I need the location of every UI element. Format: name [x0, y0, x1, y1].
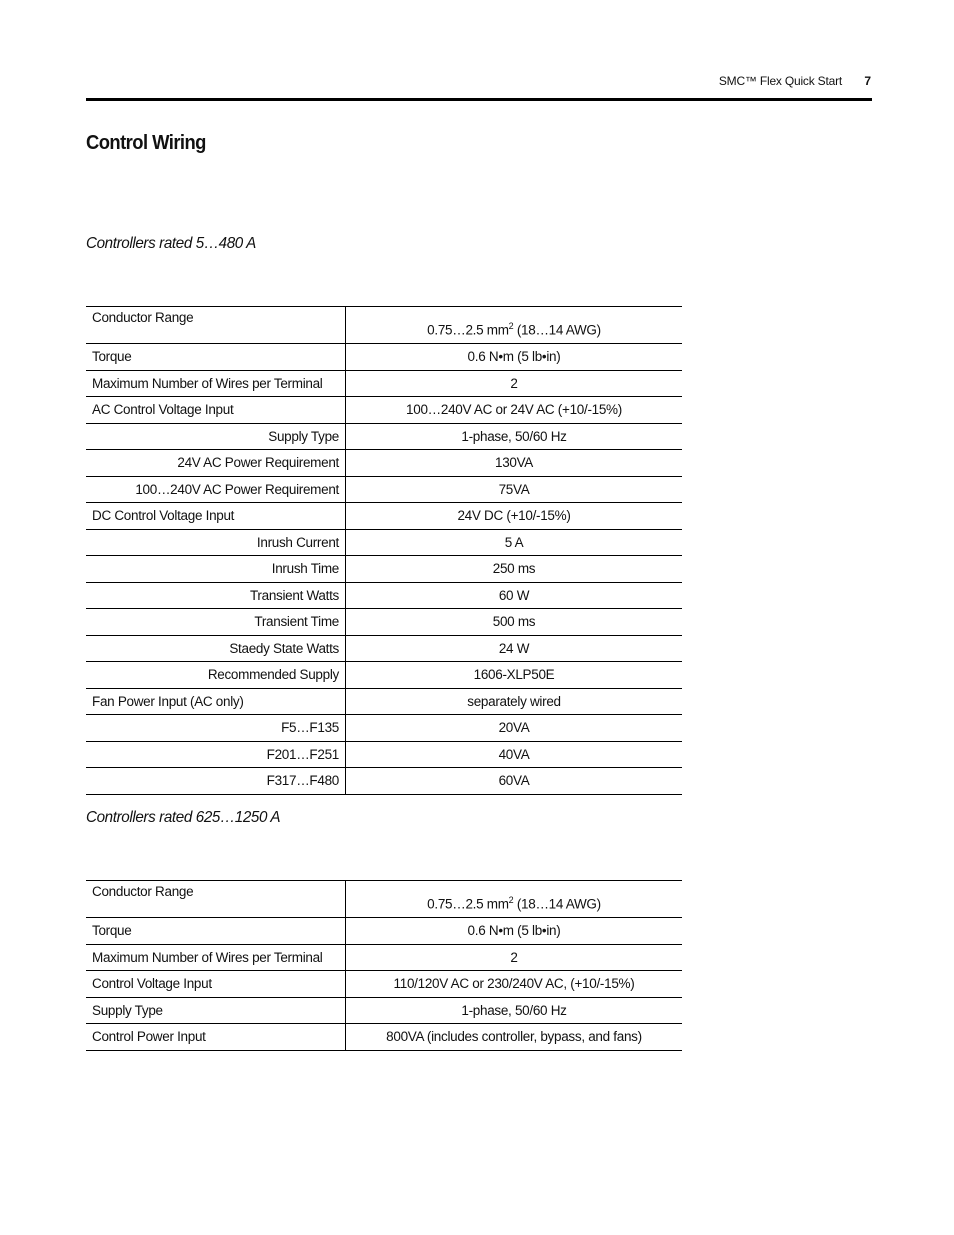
row-value: 800VA (includes controller, bypass, and fans): [346, 1024, 683, 1051]
row-value: 2: [346, 370, 683, 397]
row-value: [346, 881, 683, 918]
table-row: [86, 997, 682, 1024]
table-row: [86, 918, 682, 945]
row-value: 60 W: [346, 582, 683, 609]
row-value: 24 W: [346, 635, 683, 662]
table-row: [86, 529, 682, 556]
row-value: 0.6 N•m (5 lb•in): [346, 918, 683, 945]
row-label: 100…240V AC Power Requirement: [86, 476, 346, 503]
row-label: Transient Watts: [86, 582, 346, 609]
table-row: [86, 881, 682, 918]
spec-table-625-1250: [86, 880, 682, 1051]
spec-table-5-480: [86, 306, 682, 795]
row-label: F317…F480: [86, 768, 346, 795]
row-value: 5 A: [346, 529, 683, 556]
table-row: [86, 397, 682, 424]
row-label: Transient Time: [86, 609, 346, 636]
value-text: 0.75…2.5 mm: [427, 322, 509, 337]
row-label: Conductor Range: [86, 881, 346, 918]
section1-caption: Controllers rated 5…480 A: [86, 235, 256, 252]
row-value: 500 ms: [346, 609, 683, 636]
row-label: F5…F135: [86, 715, 346, 742]
row-value: 100…240V AC or 24V AC (+10/-15%): [346, 397, 683, 424]
page-title: Control Wiring: [86, 132, 206, 154]
row-label: Inrush Time: [86, 556, 346, 583]
header-title: SMC™ Flex Quick Start: [718, 74, 842, 88]
table-row: [86, 1024, 682, 1051]
table-row: [86, 344, 682, 371]
table-row: [86, 609, 682, 636]
page-number: 7: [864, 74, 871, 88]
value-superscript: 2: [508, 894, 514, 905]
row-value: 75VA: [346, 476, 683, 503]
row-label: Recommended Supply: [86, 662, 346, 689]
table-row: [86, 582, 682, 609]
value-text-after: (18…14 AWG): [513, 322, 601, 337]
table-row: [86, 715, 682, 742]
section2-caption: Controllers rated 625…1250 A: [86, 809, 281, 826]
row-value: 110/120V AC or 230/240V AC, (+10/-15%): [346, 971, 683, 998]
row-value: 40VA: [346, 741, 683, 768]
row-value: [346, 307, 683, 344]
row-label: Torque: [86, 918, 346, 945]
value-superscript: 2: [508, 320, 514, 331]
row-value: 1-phase, 50/60 Hz: [346, 423, 683, 450]
row-label: Control Voltage Input: [86, 971, 346, 998]
row-label: Staedy State Watts: [86, 635, 346, 662]
table-row: [86, 556, 682, 583]
row-label: Maximum Number of Wires per Terminal: [86, 370, 346, 397]
row-value: 250 ms: [346, 556, 683, 583]
row-label: Supply Type: [86, 997, 346, 1024]
table-row: [86, 662, 682, 689]
table-row: [86, 503, 682, 530]
row-value: 1-phase, 50/60 Hz: [346, 997, 683, 1024]
spec-table-body: [86, 307, 682, 795]
table-row: [86, 635, 682, 662]
row-value: 1606-XLP50E: [346, 662, 683, 689]
table-row: [86, 944, 682, 971]
table-row: [86, 370, 682, 397]
table-row: [86, 741, 682, 768]
row-value: 2: [346, 944, 683, 971]
table-row: [86, 971, 682, 998]
row-label: Torque: [86, 344, 346, 371]
row-label: 24V AC Power Requirement: [86, 450, 346, 477]
row-label: DC Control Voltage Input: [86, 503, 346, 530]
row-label: Maximum Number of Wires per Terminal: [86, 944, 346, 971]
row-label: Conductor Range: [86, 307, 346, 344]
value-text-after: (18…14 AWG): [513, 896, 601, 911]
table-row: [86, 450, 682, 477]
row-value: 24V DC (+10/-15%): [346, 503, 683, 530]
table-row: [86, 768, 682, 795]
row-label: Supply Type: [86, 423, 346, 450]
row-value: 60VA: [346, 768, 683, 795]
table-row: [86, 307, 682, 344]
row-label: Control Power Input: [86, 1024, 346, 1051]
row-value: separately wired: [346, 688, 683, 715]
table-row: [86, 423, 682, 450]
row-label: Inrush Current: [86, 529, 346, 556]
row-value: 20VA: [346, 715, 683, 742]
page-header: [86, 74, 872, 101]
row-label: Fan Power Input (AC only): [86, 688, 346, 715]
table-row: [86, 476, 682, 503]
value-text: 0.75…2.5 mm: [427, 896, 509, 911]
row-value: 0.6 N•m (5 lb•in): [346, 344, 683, 371]
row-label: AC Control Voltage Input: [86, 397, 346, 424]
row-value: 130VA: [346, 450, 683, 477]
spec-table-body: [86, 881, 682, 1051]
table-row: [86, 688, 682, 715]
row-label: F201…F251: [86, 741, 346, 768]
